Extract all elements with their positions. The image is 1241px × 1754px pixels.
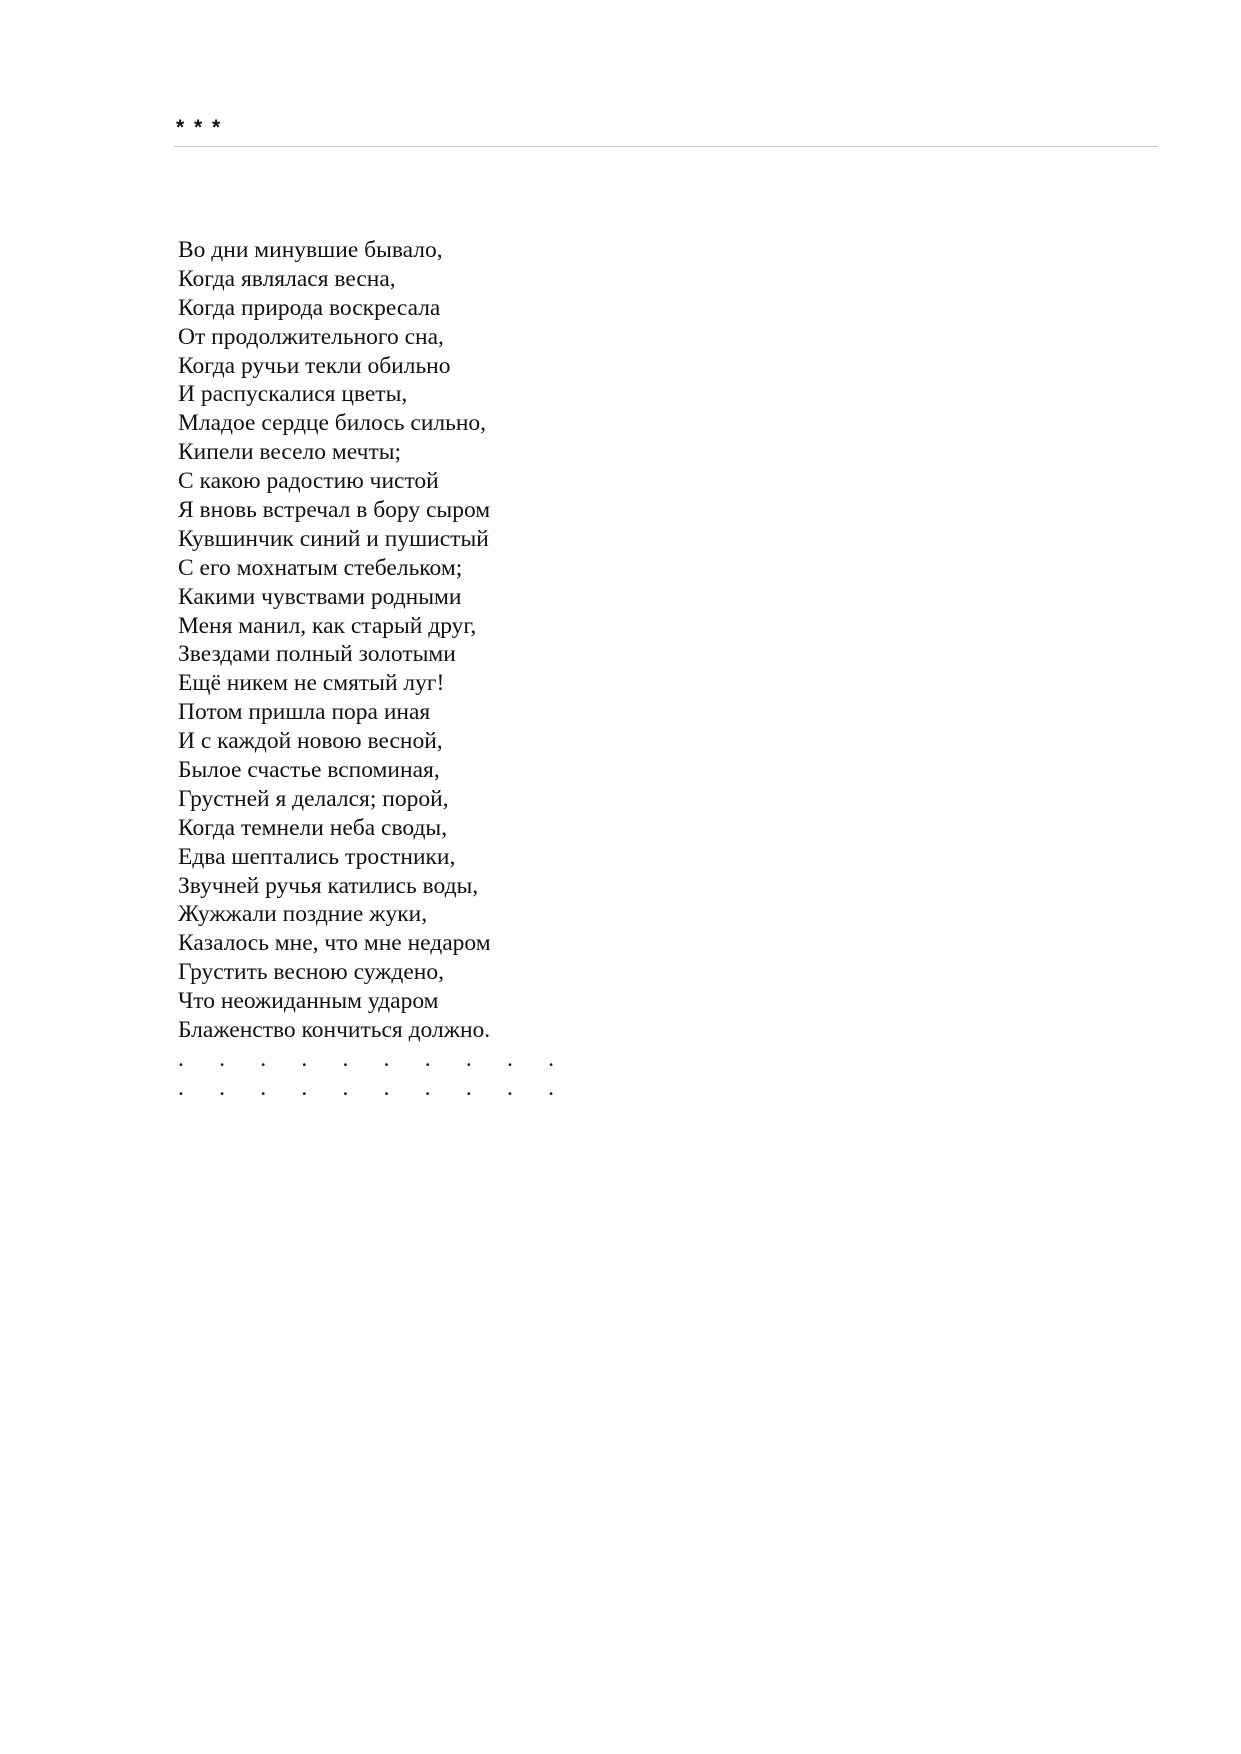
- poem-line: С его мохнатым стебельком;: [178, 554, 463, 581]
- poem-line: Я вновь встречал в бору сыром: [178, 497, 491, 524]
- poem-line: Былое счастье вспоминая,: [178, 757, 440, 784]
- poem-line: Какими чувствами родными: [178, 583, 462, 610]
- poem-line: Когда ручьи текли обильно: [178, 352, 451, 379]
- heading-divider: [174, 146, 1158, 147]
- poem-line: Жужжали поздние жуки,: [178, 901, 428, 928]
- poem-line: Звездами полный золотыми: [178, 641, 456, 668]
- poem-line: Казалось мне, что мне недаром: [178, 930, 491, 957]
- poem-line: Кипели весело мечты;: [178, 439, 402, 466]
- poem-line: Потом пришла пора иная: [178, 699, 431, 726]
- poem-line: И с каждой новою весной,: [178, 728, 443, 755]
- omission-dots-line: . . . . . . . . . .: [178, 1046, 554, 1072]
- poem-line: Во дни минувшие бывало,: [178, 237, 443, 263]
- poem-line: Когда являлася весна,: [178, 265, 396, 292]
- poem-body: [178, 236, 491, 1045]
- poem-line: Грустить весною суждено,: [178, 959, 444, 986]
- poem-line: Кувшинчик синий и пушистый: [178, 525, 489, 552]
- poem-line: От продолжительного сна,: [178, 323, 444, 350]
- omission-dots-line: . . . . . . . . . .: [178, 1074, 554, 1101]
- omission-marks: [178, 1045, 554, 1103]
- poem-line: Когда природа воскресала: [178, 294, 441, 321]
- poem-heading: * * *: [176, 116, 223, 139]
- poem-line: Едва шептались тростники,: [178, 843, 456, 870]
- poem-line: Младое сердце билось сильно,: [178, 410, 487, 437]
- poem-line: И распускалися цветы,: [178, 381, 408, 408]
- poem-line: Когда темнели неба своды,: [178, 814, 448, 841]
- poem-line: Грустней я делался; порой,: [178, 785, 449, 812]
- poem-line: Меня манил, как старый друг,: [178, 612, 477, 639]
- poem-line: С какою радостию чистой: [178, 468, 439, 495]
- poem-line: Ещё никем не смятый луг!: [178, 670, 445, 697]
- poem-line: Звучней ручья катились воды,: [178, 872, 479, 899]
- poem-line: Что неожиданным ударом: [178, 988, 439, 1015]
- poem-line: Блаженство кончиться должно.: [178, 1017, 491, 1044]
